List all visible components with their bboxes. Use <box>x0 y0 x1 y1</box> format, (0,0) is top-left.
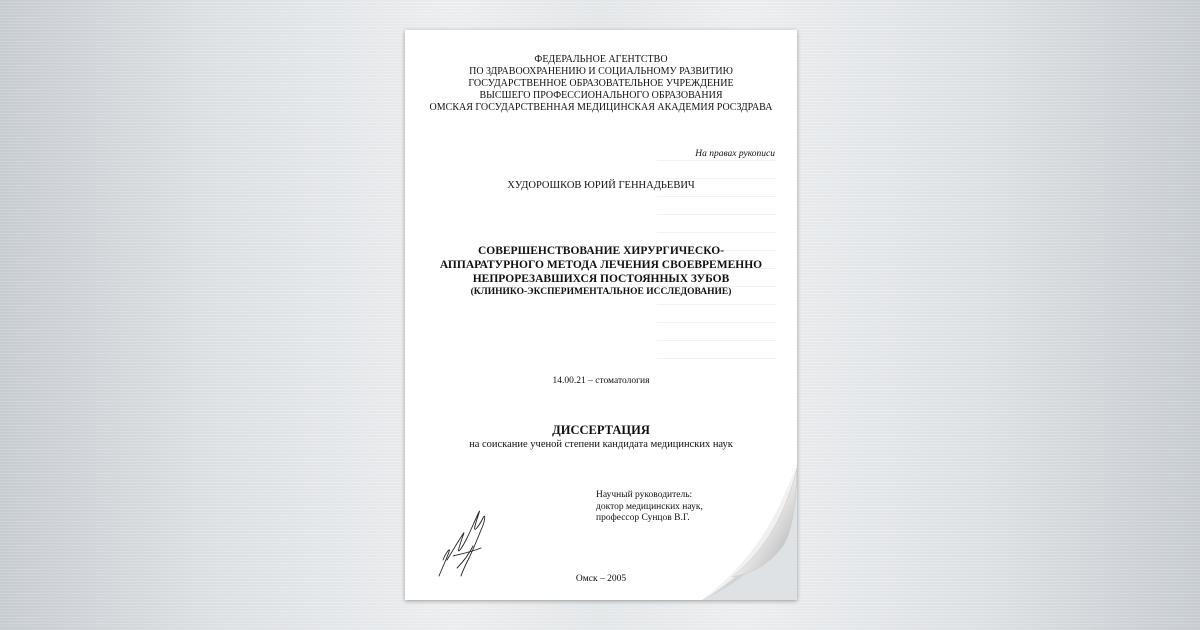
institution-header <box>405 54 797 114</box>
title-line: АППАРАТУРНОГО МЕТОДА ЛЕЧЕНИЯ СВОЕВРЕМЕННО <box>439 259 763 271</box>
handwritten-signature <box>433 496 495 586</box>
document-type: ДИССЕРТАЦИЯ <box>552 423 650 437</box>
title-subtitle: (КЛИНИКО-ЭКСПЕРИМЕНТАЛЬНОЕ ИССЛЕДОВАНИЕ) <box>470 287 732 297</box>
author-name: ХУДОРОШКОВ ЮРИЙ ГЕННАДЬЕВИЧ <box>507 180 695 191</box>
title-line: СОВЕРШЕНСТВОВАНИЕ ХИРУРГИЧЕСКО- <box>477 245 725 257</box>
supervisor-line: профессор Сунцов В.Г. <box>596 513 690 523</box>
header-line: ФЕДЕРАЛЬНОЕ АГЕНТСТВО <box>534 54 668 65</box>
supervisor-line: доктор медицинских наук, <box>596 501 703 512</box>
title-line: НЕПРОРЕЗАВШИХСЯ ПОСТОЯННЫХ ЗУБОВ <box>472 273 730 285</box>
header-line: ОМСКАЯ ГОСУДАРСТВЕННАЯ МЕДИЦИНСКАЯ АКАДЕМИЯ РОСЗДРАВА <box>429 102 773 113</box>
dissertation-title <box>405 244 797 298</box>
city-year: Омск – 2005 <box>575 574 627 584</box>
header-line: ВЫСШЕГО ПРОФЕССИОНАЛЬНОГО ОБРАЗОВАНИЯ <box>479 90 723 101</box>
header-line: ГОСУДАРСТВЕННОЕ ОБРАЗОВАТЕЛЬНОЕ УЧРЕЖДЕНИЕ <box>468 78 734 89</box>
supervisor-block <box>596 490 703 525</box>
page-curl <box>702 465 797 600</box>
degree-line: на соискание ученой степени кандидата медицинских наук <box>469 439 733 450</box>
supervisor-line: Научный руководитель: <box>596 490 693 500</box>
document-page <box>405 30 797 600</box>
specialty-code: 14.00.21 – стоматология <box>552 376 650 386</box>
rights-note: На правах рукописи <box>695 149 775 159</box>
header-line: ПО ЗДРАВООХРАНЕНИЮ И СОЦИАЛЬНОМУ РАЗВИТИЮ <box>469 66 733 77</box>
